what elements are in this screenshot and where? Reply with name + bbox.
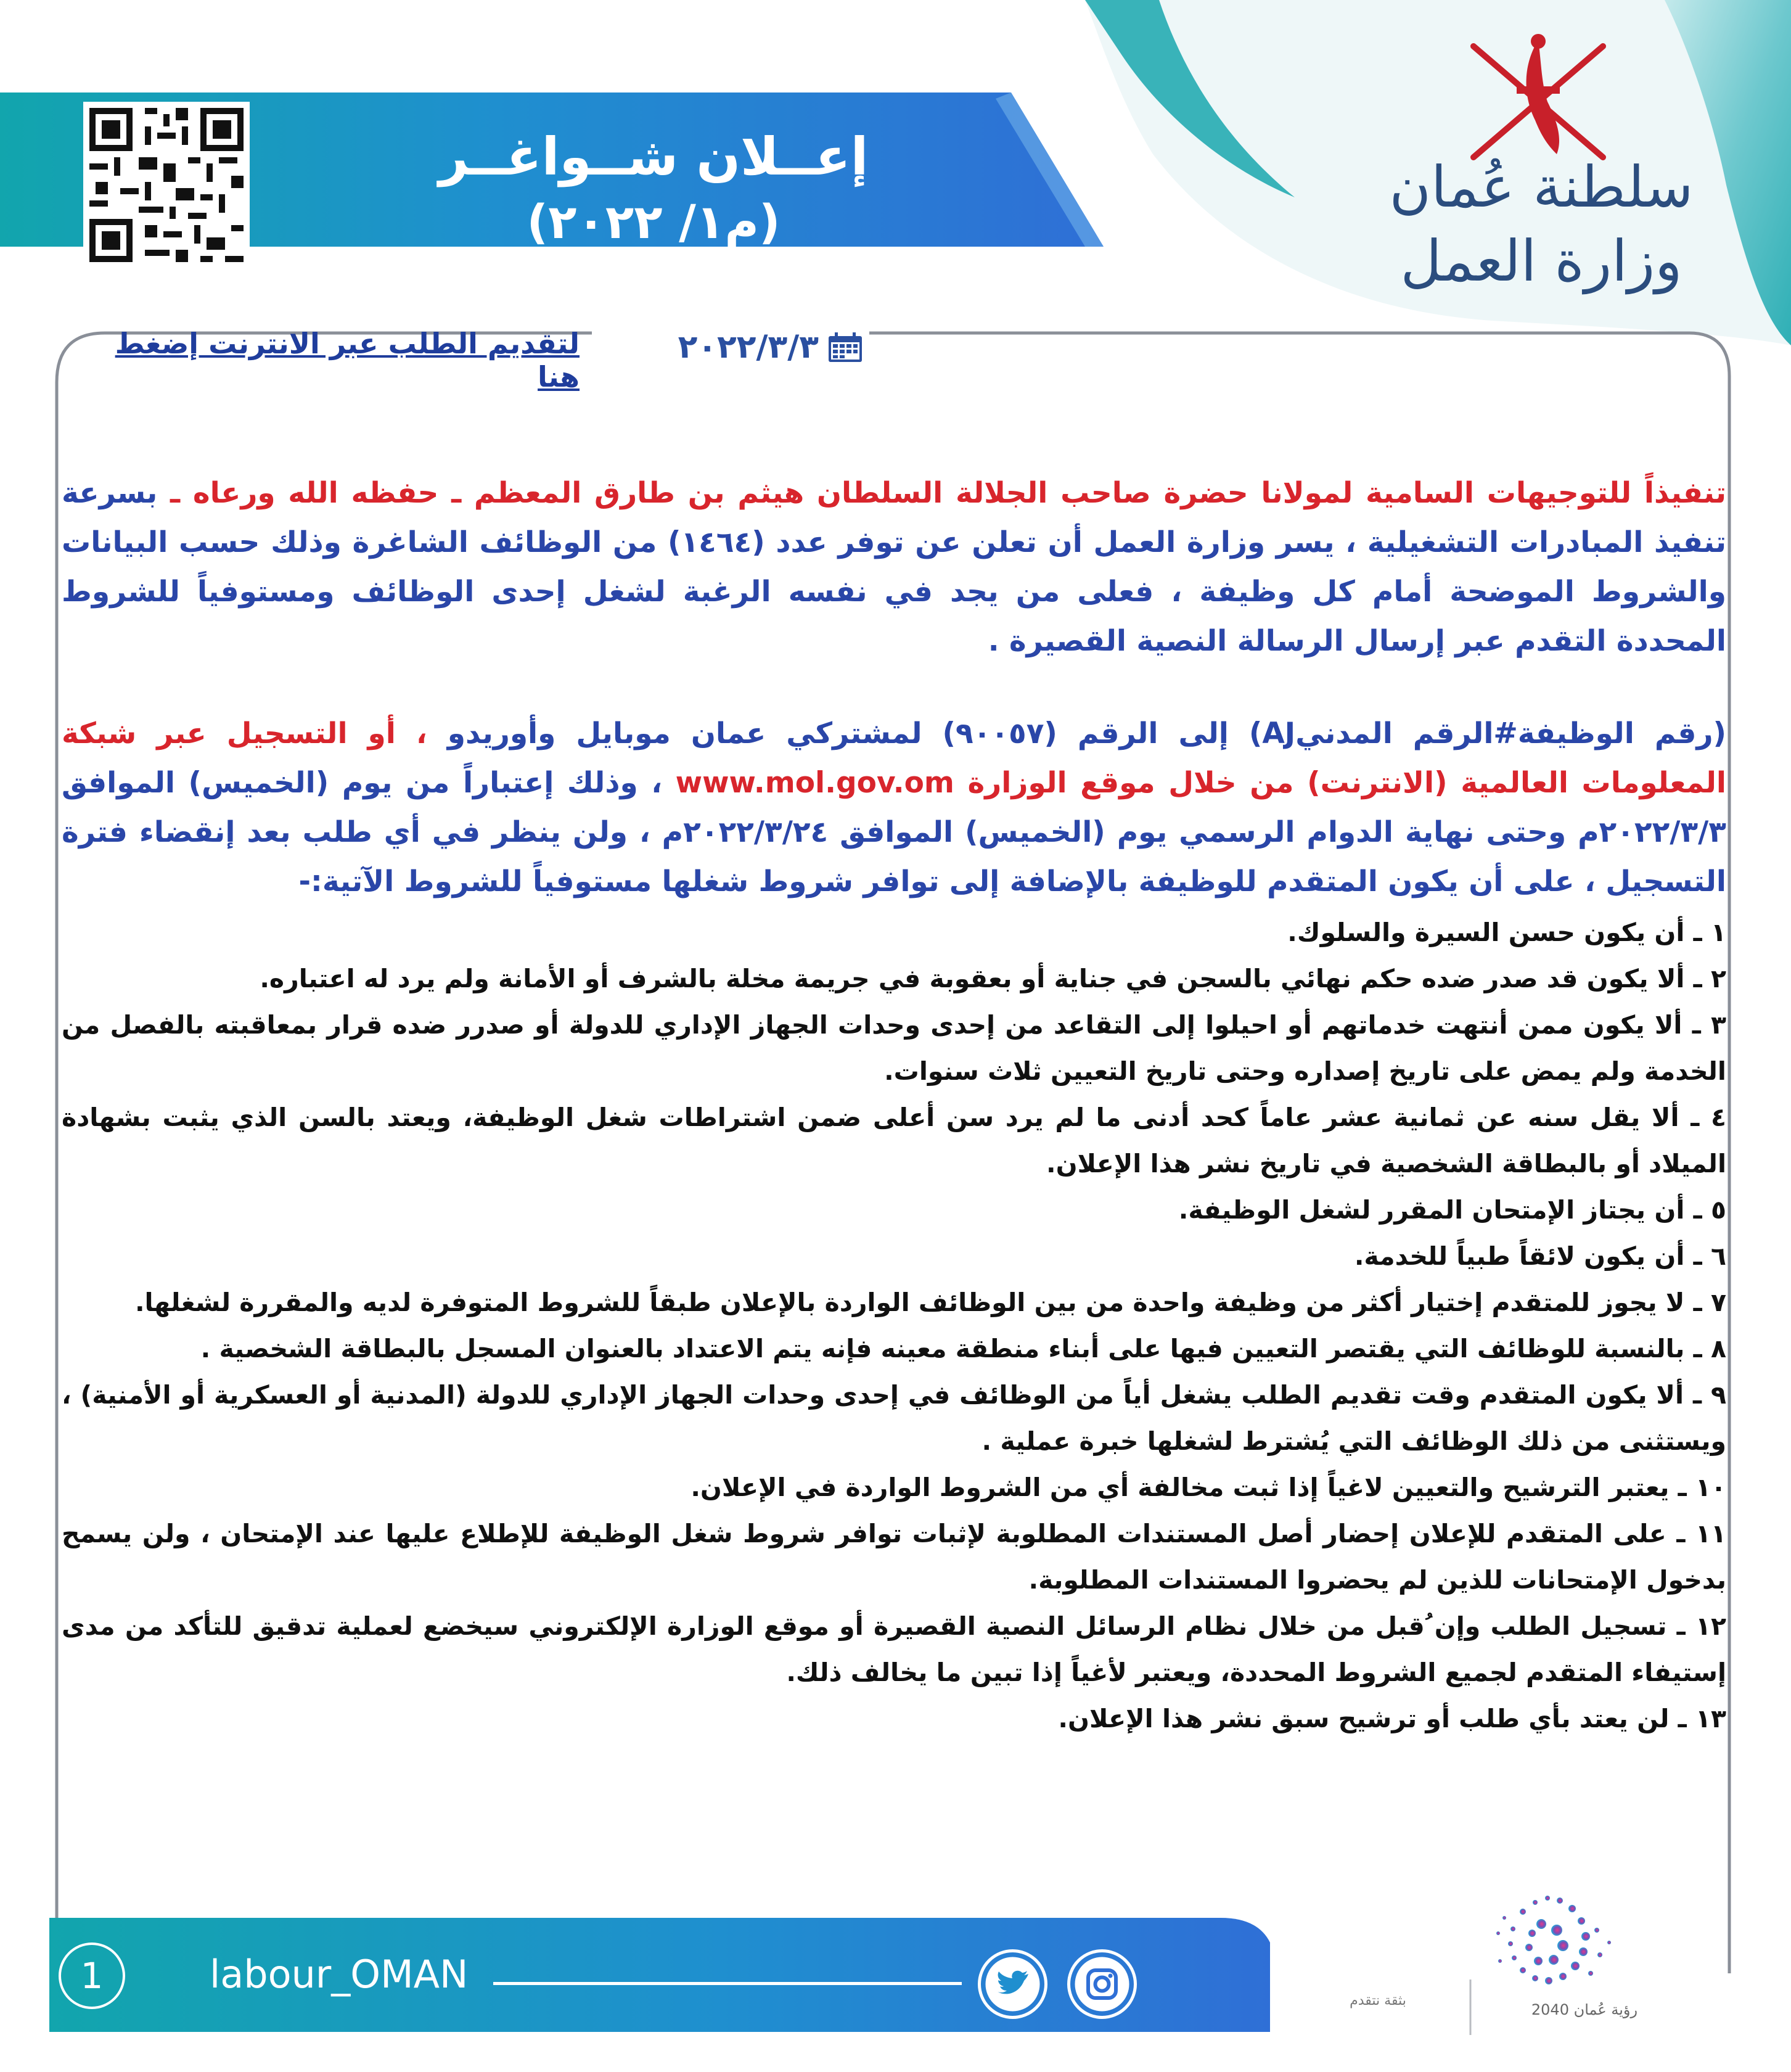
condition-item: ١٢ ـ تسجيل الطلب وإن ُقبل من خلال نظام الرسائل النصية القصيرة أو موقع الوزارة الإلكتروني سيخضع لعملية تدقيق للتأكد من مدى إستيفاء المتقدم لجميع الشروط المحددة، ويعتبر لأغياً إذا تبين ما يخالف ذلك. [62, 1611, 1726, 1687]
condition-item: ٨ ـ بالنسبة للوظائف التي يقتصر التعيين فيها على أبناء منطقة معينه فإنه يتم الاعتداد بالعنوان المسجل بالبطاقة الشخصية . [200, 1334, 1726, 1363]
date-text: ٢٠٢٢/٣/٣ [678, 329, 819, 366]
intro-blue-text: بسرعة تنفيذ المبادرات التشغيلية ، يسر وزارة العمل أن تعلن عن توفر عدد (١٤٦٤) من الوظائف الشاغرة وذلك حسب البيانات والشروط الموضحة أمام كل وظيفة ، فعلى من يجد في نفسه الرغبة لشغل إحدى الوظائف ومستوفياً للشروط المحددة التقدم عبر إرسال الرسالة النصية القصيرة . [62, 476, 1727, 658]
oman-emblem [1449, 28, 1628, 170]
condition-item: ٥ ـ أن يجتاز الإمتحان المقرر لشغل الوظيفة. [1178, 1195, 1726, 1225]
vision-2040-text: رؤية عُمان 2040 [1531, 2001, 1638, 2018]
condition-item: ١٠ ـ يعتبر الترشيح والتعيين لاغياً إذا ثبت مخالفة أي من الشروط الواردة في الإعلان. [691, 1473, 1726, 1502]
social-handle: labour_OMAN [210, 1952, 469, 1997]
announcement-title: إعــلان شــواغــر [438, 126, 869, 187]
web-registration-text: ، أو التسجيل عبر شبكة المعلومات العالمية (الانترنت) من خلال موقع الوزارة www.mol.gov.om [62, 717, 1726, 800]
announcement-number: (م١/ ٢٠٢٢) [527, 194, 781, 249]
condition-item: ١١ ـ على المتقدم للإعلان إحضار أصل المستندات المطلوبة لإثبات توافر شروط شغل الوظيفة للإطلاع عليها عند الإمتحان ، ولن يسمح بدخول الإمتحانات للذين لم يحضروا المستندات المطلوبة. [62, 1519, 1726, 1595]
condition-item: ٣ ـ ألا يكون ممن أنتهت خدماتهم أو احيلوا إلى التقاعد من إحدى وحدات الجهاز الإداري للدولة أو صدرر ضده قرار بمعاقبته بالفصل من الخدمة ولم يمض على تاريخ إصداره وحتى تاريخ التعيين ثلاث سنوات. [62, 1010, 1726, 1086]
instagram-icon[interactable] [1067, 1949, 1137, 2020]
sultanate-name: سلطنة عُمان [1389, 154, 1694, 220]
sms-instructions: (رقم الوظيفة#الرقم المدنيAJ) إلى الرقم (٩٠٠٥٧) لمشتركي عمان موبايل وأوريدو [447, 717, 1726, 750]
qr-code-pattern [83, 102, 250, 268]
announcement-date [641, 326, 863, 369]
page-number: 1 [59, 1942, 125, 2009]
intro-red-text: تنفيذاً للتوجيهات السامية لمولانا حضرة صاحب الجلالة السلطان هيثم بن طارق المعظم ـ حفظه الله ورعاه ـ [170, 476, 1726, 510]
condition-item: ٩ ـ ألا يكون المتقدم وقت تقديم الطلب يشغل أياً من الوظائف في إحدى وحدات الجهاز الإداري للدولة (المدنية أو العسكرية أو الأمنية) ، ويستثنى من ذلك الوظائف التي يُشترط لشغلها خبرة عملية . [62, 1380, 1726, 1456]
registration-period-text: ، وذلك إعتباراً من يوم (الخميس) الموافق ٢٠٢٢/٣/٣م وحتى نهاية الدوام الرسمي يوم (الخميس) الموافق ٢٠٢٢/٣/٢٤م ، ولن ينظر في أي طلب بعد إنقضاء فترة التسجيل ، على أن يكون المتقدم للوظيفة بالإضافة إلى توافر شروط شغلها مستوفياً للشروط الآتية:- [62, 766, 1726, 898]
calendar-icon [827, 331, 863, 363]
ministry-name: وزارة العمل [1400, 228, 1682, 294]
condition-item: ٢ ـ ألا يكون قد صدر ضده حكم نهائي بالسجن في جناية أو بعقوبة في جريمة مخلة بالشرف أو الأمانة ولم يرد له اعتباره. [260, 964, 1726, 993]
qr-code[interactable] [83, 102, 250, 268]
registration-paragraph [62, 709, 1726, 906]
footer-divider [493, 1982, 962, 1985]
condition-item: ١٣ ـ لن يعتد بأي طلب أو ترشيح سبق نشر هذا الإعلان. [1058, 1704, 1726, 1733]
vision-2040-logo [1319, 1875, 1763, 2054]
intro-paragraph [62, 469, 1726, 666]
condition-item: ٦ ـ أن يكون لائقاً طبياً للخدمة. [1354, 1241, 1726, 1271]
condition-item: ٧ ـ لا يجوز للمتقدم إختيار أكثر من وظيفة واحدة من بين الوظائف الواردة بالإعلان طبقاً للشروط المتوفرة لديه والمقررة لشغلها. [134, 1288, 1726, 1317]
vision-slogan: بثقة نتقدم [1350, 1993, 1406, 2008]
online-apply-link[interactable]: لتقديم الطلب عبر الانترنت إضغط هنا [115, 327, 580, 393]
twitter-icon[interactable] [977, 1949, 1048, 2020]
conditions-list [62, 910, 1726, 1742]
condition-item: ١ ـ أن يكون حسن السيرة والسلوك. [1287, 918, 1726, 947]
condition-item: ٤ ـ ألا يقل سنه عن ثمانية عشر عاماً كحد أدنى ما لم يرد سن أعلى ضمن اشتراطات شغل الوظيفة، ويعتد بالسن الذي يثبت بشهادة الميلاد أو بالبطاقة الشخصية في تاريخ نشر هذا الإعلان. [62, 1103, 1726, 1178]
